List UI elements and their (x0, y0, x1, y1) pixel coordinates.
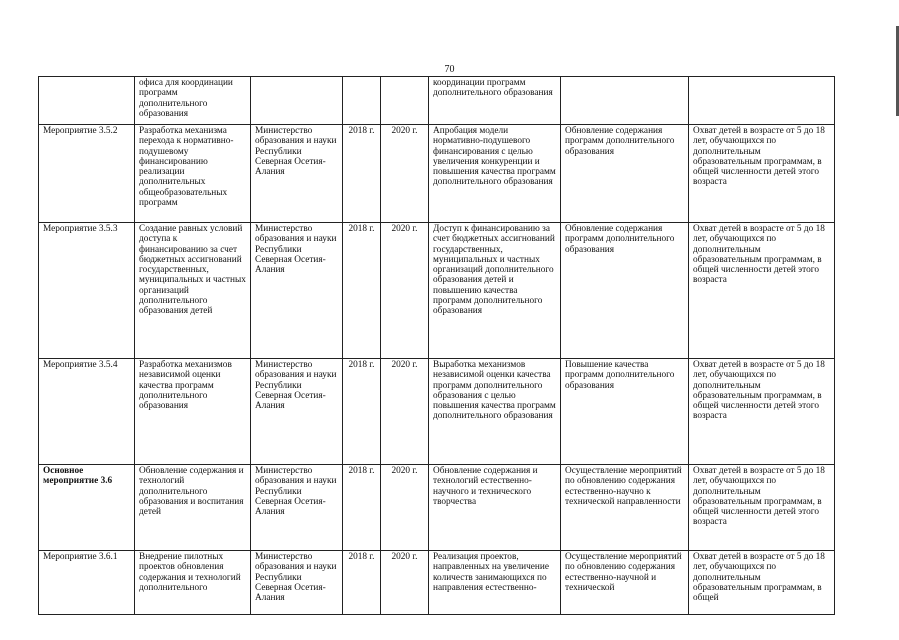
indicator-cell: Охват детей в возрасте от 5 до 18 лет, обучающихся по дополнительным образовательным программам, в общей численности детей этого возраста (689, 359, 835, 465)
executor-cell: Министерство образования и науки Республики Северная Осетия-Алания (251, 465, 343, 551)
executor-cell: Министерство образования и науки Республики Северная Осетия-Алания (251, 551, 343, 615)
result-cell: координации программ дополнительного образования (429, 77, 561, 125)
start-cell: 2018 г. (343, 465, 381, 551)
event-cell: Мероприятие 3.5.4 (39, 359, 135, 465)
link-cell: Обновление содержания программ дополнительного образования (561, 223, 689, 359)
start-cell (343, 77, 381, 125)
end-cell (381, 77, 429, 125)
indicator-cell (689, 77, 835, 125)
event-cell: Мероприятие 3.5.3 (39, 223, 135, 359)
name-cell: Разработка механизма перехода к нормативно-подушевому финансированию реализации дополнительных общеобразовательных программ (135, 125, 251, 223)
page-number: 70 (444, 64, 455, 75)
result-cell: Обновление содержания и технологий естественно-научного и технического творчества (429, 465, 561, 551)
start-cell: 2018 г. (343, 359, 381, 465)
indicator-cell: Охват детей в возрасте от 5 до 18 лет, обучающихся по дополнительным образовательным программам, в общей (689, 551, 835, 615)
link-cell: Повышение качества программ дополнительного образования (561, 359, 689, 465)
end-cell: 2020 г. (381, 465, 429, 551)
start-cell: 2018 г. (343, 551, 381, 615)
end-cell: 2020 г. (381, 125, 429, 223)
activities-table (38, 76, 835, 615)
link-cell: Осуществление мероприятий по обновлению содержания естественно-научной и технической (561, 551, 689, 615)
result-cell: Реализация проектов, направленных на увеличение количеств занимающихся по направления естественно- (429, 551, 561, 615)
table-row (39, 125, 835, 223)
name-cell: Разработка механизмов независимой оценки качества программ дополнительного образования (135, 359, 251, 465)
table-row (39, 359, 835, 465)
event-cell (39, 77, 135, 125)
start-cell: 2018 г. (343, 125, 381, 223)
link-cell: Обновление содержания программ дополнительного образования (561, 125, 689, 223)
end-cell: 2020 г. (381, 359, 429, 465)
table-row (39, 551, 835, 615)
executor-cell (251, 77, 343, 125)
table-row (39, 77, 835, 125)
event-cell: Мероприятие 3.5.2 (39, 125, 135, 223)
event-cell: Мероприятие 3.6.1 (39, 551, 135, 615)
table-row (39, 223, 835, 359)
executor-cell: Министерство образования и науки Республики Северная Осетия-Алания (251, 223, 343, 359)
link-cell: Осуществление мероприятий по обновлению содержания естественно-научно к технической направленности (561, 465, 689, 551)
name-cell: Обновление содержания и технологий дополнительного образования и воспитания детей (135, 465, 251, 551)
indicator-cell: Охват детей в возрасте от 5 до 18 лет, обучающихся по дополнительным образовательным программам, в общей численности детей этого возраста (689, 223, 835, 359)
indicator-cell: Охват детей в возрасте от 5 до 18 лет, обучающихся по дополнительным образовательным программам, в общей численности детей этого возраста (689, 125, 835, 223)
name-cell: Создание равных условий доступа к финансированию за счет бюджетных ассигнований государственных, муниципальных и частных организаций дополнительного образования детей (135, 223, 251, 359)
table-row (39, 465, 835, 551)
executor-cell: Министерство образования и науки Республики Северная Осетия-Алания (251, 359, 343, 465)
result-cell: Выработка механизмов независимой оценки качества программ дополнительного образования с целью повышения качества программ дополнительного образования (429, 359, 561, 465)
start-cell: 2018 г. (343, 223, 381, 359)
indicator-cell: Охват детей в возрасте от 5 до 18 лет, обучающихся по дополнительным образовательным программам, в общей численности детей этого возраста (689, 465, 835, 551)
end-cell: 2020 г. (381, 223, 429, 359)
name-cell: офиса для координации программ дополнительного образования (135, 77, 251, 125)
event-cell: Основное мероприятие 3.6 (39, 465, 135, 551)
end-cell: 2020 г. (381, 551, 429, 615)
result-cell: Апробация модели нормативно-подушевого финансирования с целью увеличения конкуренции и повышения качества программ дополнительного образования (429, 125, 561, 223)
name-cell: Внедрение пилотных проектов обновления содержания и технологий дополнительного (135, 551, 251, 615)
executor-cell: Министерство образования и науки Республики Северная Осетия-Алания (251, 125, 343, 223)
link-cell (561, 77, 689, 125)
result-cell: Доступ к финансированию за счет бюджетных ассигнований государственных, муниципальных и частных организаций дополнительного образования детей и повышению качества программ дополнительного образования (429, 223, 561, 359)
